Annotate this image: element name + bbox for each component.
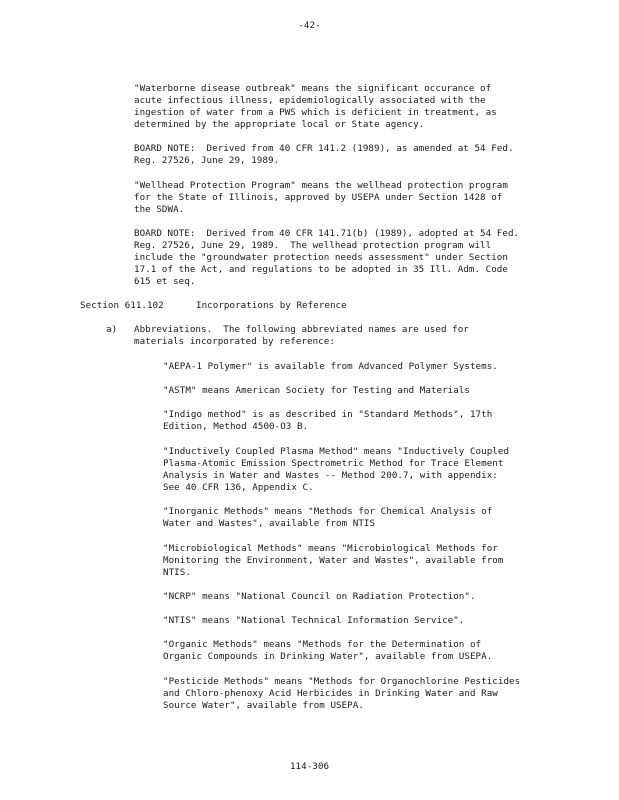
text-line: the SDWA.	[134, 204, 185, 215]
section-title: Incorporations by Reference	[196, 300, 347, 311]
text-line: NTIS.	[163, 567, 191, 578]
text-line: "Indigo method" is as described in "Standard Methods", 17th	[163, 409, 493, 420]
text-line: "NCRP" means "National Council on Radiation Protection".	[163, 591, 476, 602]
text-line: "AEPA-1 Polymer" is available from Advanced Polymer Systems.	[163, 361, 498, 372]
page-footer-code: 114-306	[289, 761, 330, 772]
text-line: "Pesticide Methods" means "Methods for Organochlorine Pesticides	[163, 676, 521, 687]
text-line: Abbreviations. The following abbreviated names are used for	[134, 324, 469, 335]
text-line: 17.1 of the Act, and regulations to be adopted in 35 Ill. Adm. Code	[134, 264, 508, 275]
text-line: "Wellhead Protection Program" means the wellhead protection program	[134, 180, 508, 191]
text-line: "Waterborne disease outbreak" means the significant occurance of	[134, 83, 492, 94]
text-line: determined by the appropriate local or State agency.	[134, 119, 425, 130]
text-line: See 40 CFR 136, Appendix C.	[163, 482, 314, 493]
text-line: ingestion of water from a PWS which is deficient in treatment, as	[134, 107, 497, 118]
text-line: Source Water", available from USEPA.	[163, 700, 364, 711]
text-line: "NTIS" means "National Technical Information Service".	[163, 615, 465, 626]
text-line: and Chloro-phenoxy Acid Herbicides in Drinking Water and Raw	[163, 688, 498, 699]
subsection-label: a)	[106, 324, 118, 335]
text-line: "Inorganic Methods" means "Methods for Chemical Analysis of	[163, 506, 493, 517]
text-line: "Inductively Coupled Plasma Method" means "Inductively Coupled	[163, 446, 510, 457]
text-line: include the "groundwater protection needs assessment" under Section	[134, 252, 508, 263]
text-line: Organic Compounds in Drinking Water", available from USEPA.	[163, 651, 493, 662]
text-line: BOARD NOTE: Derived from 40 CFR 141.2 (1989), as amended at 54 Fed.	[134, 143, 514, 154]
text-line: Reg. 27526, June 29, 1989. The wellhead protection program will	[134, 240, 492, 251]
text-line: Monitoring the Environment, Water and Wastes", available from	[163, 555, 504, 566]
text-line: "ASTM" means American Society for Testing and Materials	[163, 385, 470, 396]
text-line: Plasma-Atomic Emission Spectrometric Method for Trace Element	[163, 458, 504, 469]
text-line: Analysis in Water and Wastes -- Method 200.7, with appendix:	[163, 470, 498, 481]
text-line: "Microbiological Methods" means "Microbiological Methods for	[163, 543, 498, 554]
text-line: Water and Wastes", available from NTIS	[163, 518, 376, 529]
text-line: "Organic Methods" means "Methods for the Determination of	[163, 639, 482, 650]
text-line: Reg. 27526, June 29, 1989.	[134, 155, 280, 166]
text-line: acute infectious illness, epidemiologically associated with the	[134, 95, 486, 106]
text-line: 615 et seq.	[134, 276, 196, 287]
text-line: BOARD NOTE: Derived from 40 CFR 141.71(b) (1989), adopted at 54 Fed.	[134, 228, 520, 239]
text-line: materials incorporated by reference:	[134, 336, 335, 347]
page-number: -42-	[298, 20, 321, 31]
text-line: Edition, Method 4500-O3 B.	[163, 421, 309, 432]
section-number: Section 611.102	[80, 300, 164, 311]
text-line: for the State of Illinois, approved by USEPA under Section 1428 of	[134, 192, 503, 203]
